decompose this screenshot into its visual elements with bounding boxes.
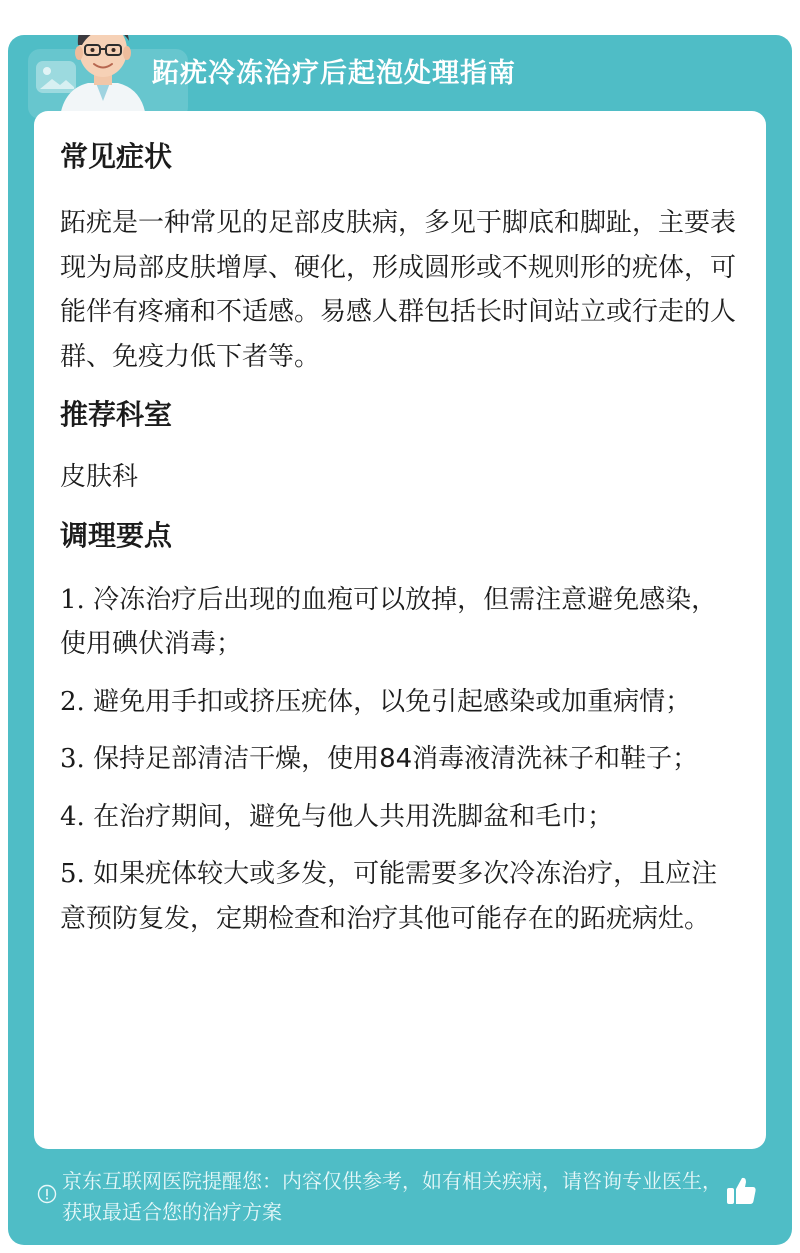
care-item-number: 1.: [60, 584, 85, 615]
care-item-text: 在治疗期间，避免与他人共用洗脚盆和毛巾；: [93, 801, 614, 832]
doctor-avatar: [48, 35, 158, 117]
guide-card: [8, 35, 792, 1245]
care-item: [60, 852, 740, 941]
disclaimer-text: 京东互联网医院提醒您：内容仅供参考，如有相关疾病，请咨询专业医生，获取最适合您的治疗方案: [62, 1169, 722, 1224]
symptoms-heading: 常见症状: [60, 140, 173, 173]
care-item: [60, 680, 740, 725]
care-item-text: 避免用手扣或挤压疣体，以免引起感染或加重病情；: [93, 686, 692, 717]
care-item-text: 保持足部清洁干燥，使用84消毒液清洗袜子和鞋子；: [93, 744, 699, 774]
footer: [8, 1160, 792, 1245]
care-item-number: 3.: [60, 744, 85, 774]
care-item: [60, 578, 740, 667]
care-item: [60, 795, 740, 840]
care-heading: 调理要点: [60, 518, 173, 552]
symptoms-text: 跖疣是一种常见的足部皮肤病，多见于脚底和脚趾，主要表现为局部皮肤增厚、硬化，形成圆形或不规则形的疣体，可能伴有疼痛和不适感。易感人群包括长时间站立或行走的人群、免疫力低下者等。: [60, 208, 737, 372]
content-panel: [34, 111, 766, 1149]
info-icon: [37, 1184, 57, 1204]
care-item: [60, 737, 740, 782]
care-item-text: 冷冻治疗后出现的血疱可以放掉，但需注意避免感染，使用碘伏消毒；: [60, 584, 718, 659]
care-item-number: 5.: [60, 859, 85, 889]
thumbs-up-icon[interactable]: [724, 1174, 758, 1208]
page-title: 跖疣冷冻治疗后起泡处理指南: [152, 58, 516, 89]
department-text: 皮肤科: [60, 462, 139, 492]
care-list: [60, 578, 740, 942]
care-item-text: 如果疣体较大或多发，可能需要多次冷冻治疗，且应注意预防复发，定期检查和治疗其他可能存在的跖疣病灶。: [60, 859, 718, 934]
department-heading: 推荐科室: [60, 398, 173, 431]
care-item-number: 2.: [60, 686, 85, 717]
care-item-number: 4.: [60, 801, 85, 832]
